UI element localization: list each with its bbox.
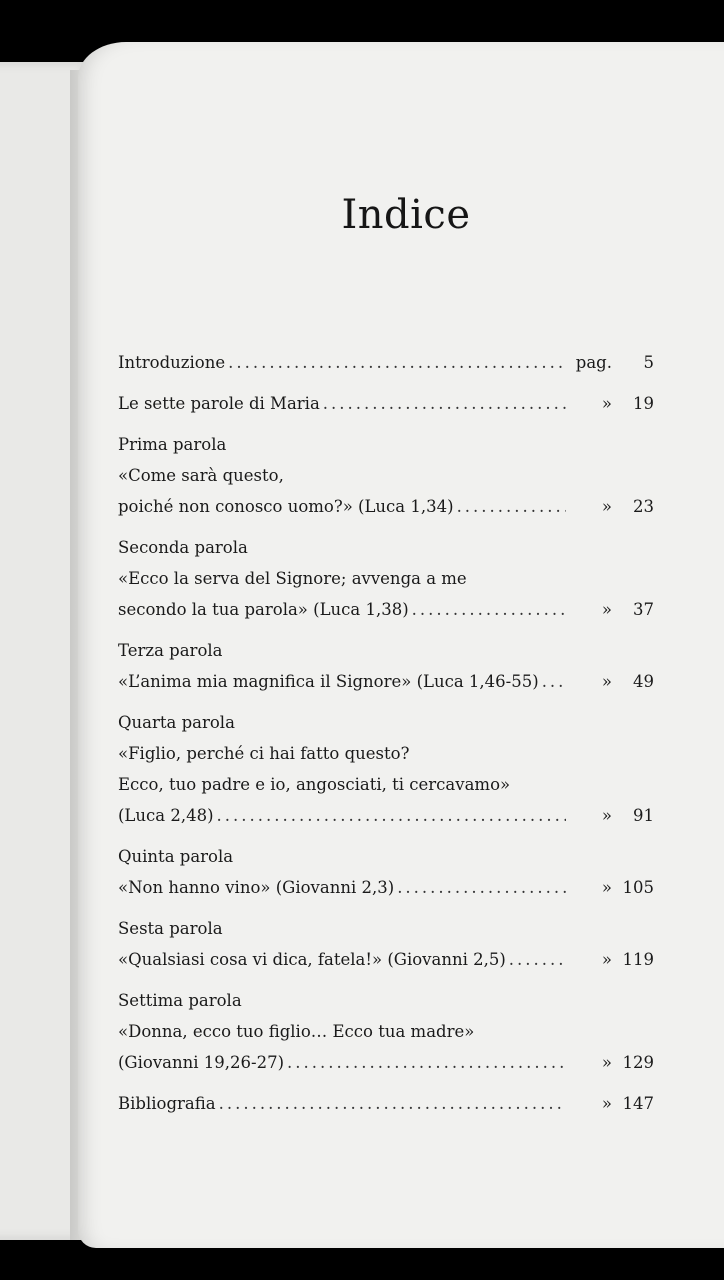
page-number: 119 [622, 950, 654, 969]
toc-entry-quinta-parola [118, 841, 654, 903]
page-number: 105 [622, 878, 654, 897]
toc-entry-line: Ecco, tuo padre e io, angosciati, ti cercavamo» [118, 775, 511, 794]
toc-entry-introduzione [118, 347, 654, 378]
dot-leader [323, 388, 566, 419]
page-title: Indice [341, 192, 471, 238]
toc-entry-title: «Qualsiasi cosa vi dica, fatela!» (Giovanni 2,5) [118, 950, 506, 969]
book-page [78, 42, 724, 1248]
page-marker: » [601, 950, 612, 969]
toc-entry-title: poiché non conosco uomo?» (Luca 1,34) [118, 497, 454, 516]
toc-entry-prima-parola [118, 429, 654, 522]
page-marker: » [601, 806, 612, 825]
table-of-contents [118, 347, 654, 1113]
toc-entry-settima-parola [118, 985, 654, 1078]
toc-entry-sesta-parola [118, 913, 654, 975]
toc-entry-title: (Giovanni 19,26-27) [118, 1053, 285, 1072]
toc-entry-heading: Sesta parola [118, 919, 223, 938]
toc-entry-heading: Quinta parola [118, 847, 234, 866]
toc-entry-title: Introduzione [118, 353, 226, 372]
toc-entry-title: «L’anima mia magnifica il Signore» (Luca 1,46-55) [118, 672, 539, 691]
toc-entry-title: (Luca 2,48) [118, 806, 214, 825]
toc-entry-quarta-parola [118, 707, 654, 831]
dot-leader [219, 1088, 566, 1119]
toc-entry-title: Le sette parole di Maria [118, 394, 320, 413]
dot-leader [217, 800, 566, 831]
toc-entry-heading: Prima parola [118, 435, 227, 454]
page-marker: pag. [575, 353, 612, 372]
page-marker: » [601, 497, 612, 516]
dot-leader [228, 347, 566, 378]
page-marker: » [601, 1053, 612, 1072]
toc-entry-bibliografia [118, 1088, 654, 1119]
page-number: 129 [622, 1053, 654, 1072]
page-marker: » [601, 394, 612, 413]
dot-leader [509, 944, 566, 975]
toc-entry-line: «Donna, ecco tuo figlio… Ecco tua madre» [118, 1022, 475, 1041]
toc-entry-heading: Quarta parola [118, 713, 235, 732]
toc-entry-sette-parole [118, 388, 654, 419]
page-number: 37 [633, 600, 654, 619]
page-number: 23 [633, 497, 654, 516]
page-number: 49 [633, 672, 654, 691]
page-number: 91 [633, 806, 654, 825]
toc-entry-terza-parola [118, 635, 654, 697]
dot-leader [412, 594, 566, 625]
toc-entry-title: Bibliografia [118, 1094, 216, 1113]
toc-entry-seconda-parola [118, 532, 654, 625]
dot-leader [457, 491, 566, 522]
toc-entry-line: «Figlio, perché ci hai fatto questo? [118, 744, 410, 763]
toc-entry-heading: Settima parola [118, 991, 242, 1010]
page-marker: » [601, 600, 612, 619]
page-number: 5 [643, 353, 654, 372]
toc-entry-title: secondo la tua parola» (Luca 1,38) [118, 600, 409, 619]
dot-leader [542, 666, 566, 697]
dot-leader [397, 872, 566, 903]
toc-entry-heading: Seconda parola [118, 538, 248, 557]
page-marker: » [601, 878, 612, 897]
page-marker: » [601, 672, 612, 691]
page-number: 147 [622, 1094, 654, 1113]
toc-entry-line: «Ecco la serva del Signore; avvenga a me [118, 569, 467, 588]
toc-entry-heading: Terza parola [118, 641, 223, 660]
dot-leader [287, 1047, 566, 1078]
toc-entry-line: «Come sarà questo, [118, 466, 284, 485]
page-marker: » [601, 1094, 612, 1113]
toc-entry-title: «Non hanno vino» (Giovanni 2,3) [118, 878, 395, 897]
page-number: 19 [633, 394, 654, 413]
